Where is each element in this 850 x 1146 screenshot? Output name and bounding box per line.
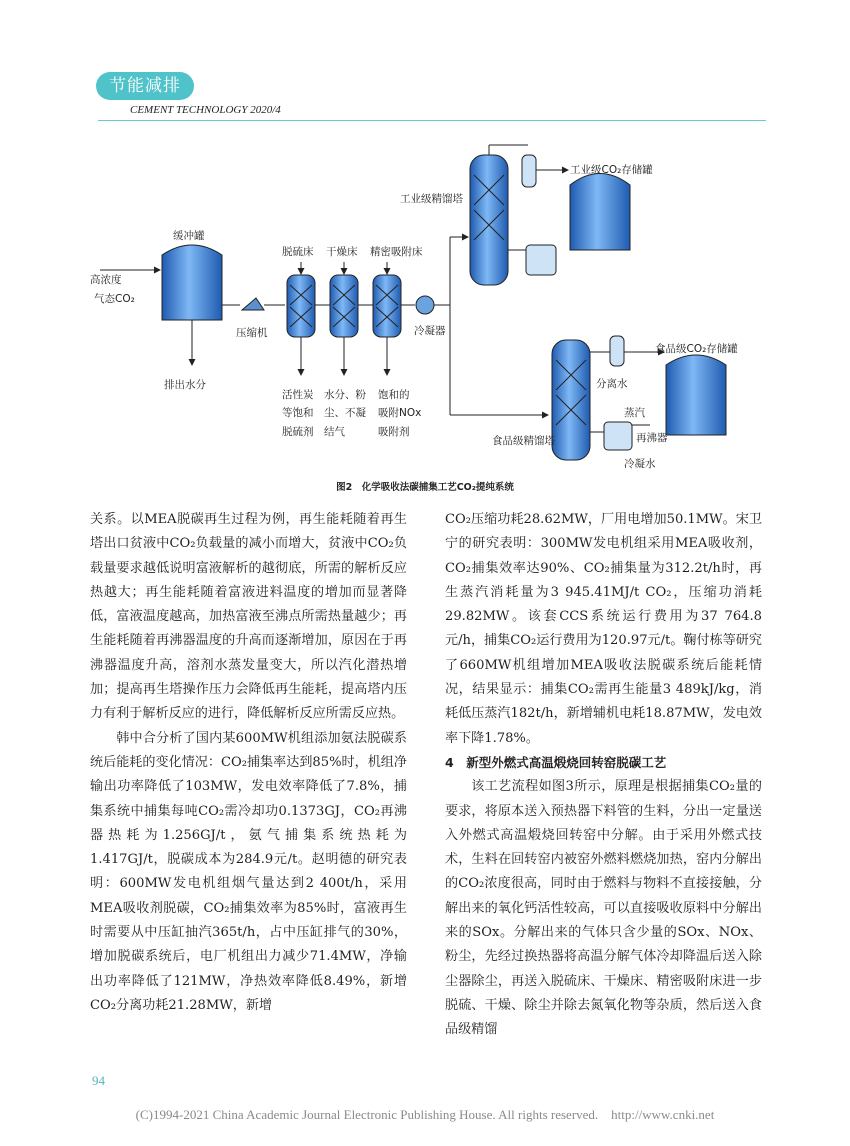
- industrial-column-label: 工业级精馏塔: [400, 193, 463, 205]
- adsorption-label: 精密吸附床: [370, 246, 423, 258]
- industrial-storage-tank: [570, 174, 630, 251]
- figure-caption: 图2 化学吸收法碳捕集工艺CO₂提纯系统: [336, 482, 514, 493]
- buffer-tank-label: 缓冲罐: [173, 230, 205, 242]
- section-heading: 4 新型外燃式高温煅烧回转窑脱碳工艺: [445, 754, 667, 770]
- food-column-label: 食品级精馏塔: [492, 435, 555, 447]
- inlet-label-1: 高浓度: [90, 274, 122, 286]
- process-flow-diagram: [90, 140, 770, 470]
- drying-bed: [330, 275, 358, 337]
- buffer-tank: [162, 245, 222, 320]
- food-reboiler: [604, 422, 632, 450]
- output1-line3: 脱硫剂: [282, 426, 314, 438]
- paragraph: 韩中合分析了国内某600MW机组添加氨法脱碳系统后能耗的变化情况：CO₂捕集率达到85%时，机组净输出功率降低了103MW，发电效率降低了7.8%，捕集系统中捕集每吨CO₂需冷却功0.1373GJ，CO₂再沸器热耗为1.256GJ/t，氨气捕集系统热耗为1.417GJ/t，脱碳成本为284.9元/t。赵明德的研究表明：600MW发电机组烟气量达到2 400t/h，采用MEA吸收剂脱碳，CO₂捕集效率为85%时，富液再生时需要从中压缸抽汽365t/h，占中压缸排气的30%，增加脱碳系统后，电厂机组出力减少71.4MW，净输出功率降低了121MW，净热效率降低8.49%，新增CO₂分离功耗21.28MW，新增: [90, 730, 407, 1013]
- food-column: [552, 340, 590, 460]
- desulfurization-label: 脱硫床: [282, 246, 314, 258]
- condenser: [416, 296, 434, 314]
- paragraph: 该工艺流程如图3所示，原理是根据捕集CO₂量的要求，将原本送入预热器下料管的生料，分出一定量送入外燃式高温煅烧回转窑中分解。由于采用外燃式技术，生料在回转窑内被窑外燃料燃烧加热，窑内分解出的CO₂浓度很高，同时由于燃料与物料不直接接触，分解出来的氧化钙活性较高，可以直接吸收原料中分解出来的SOx。分解出来的气体只含少量的SOx、NOx、粉尘，先经过换热器将高温分解气体冷却降温后送入除尘器除尘，再送入脱硫床、干燥床、精密吸附床进一步脱硫、干燥、除尘并除去氮氧化物等杂质，然后送入食品级精馏: [445, 779, 762, 1038]
- industrial-storage-label: 工业级CO₂存储罐: [570, 164, 653, 176]
- output3-line2: 吸附NOx: [378, 407, 422, 419]
- food-storage-tank: [666, 355, 726, 435]
- food-storage-label: 食品级CO₂存储罐: [655, 343, 738, 355]
- output3-line3: 吸附剂: [378, 426, 410, 438]
- output2-line2: 尘、不凝: [324, 407, 366, 419]
- industrial-reboiler: [526, 245, 556, 275]
- section-badge: 节能减排: [96, 72, 194, 100]
- output3-line1: 饱和的: [378, 389, 410, 401]
- reboiler-label: 再沸器: [636, 432, 668, 444]
- steam-label: 蒸汽: [624, 407, 645, 419]
- copyright-footer: (C)1994-2021 China Academic Journal Electronic Publishing House. All rights reserved. http://www.cnki.net: [135, 1107, 715, 1122]
- fine-adsorption-bed: [373, 275, 401, 337]
- industrial-reflux-exchanger: [522, 155, 536, 187]
- drain-label: 排出水分: [164, 379, 206, 391]
- desulfurization-bed: [287, 275, 315, 337]
- condensate-label: 冷凝水: [624, 458, 656, 470]
- drying-label: 干燥床: [326, 246, 358, 258]
- separation-water-label: 分离水: [596, 378, 628, 390]
- industrial-column: [470, 155, 508, 285]
- condenser-label: 冷凝器: [414, 325, 446, 337]
- journal-title: CEMENT TECHNOLOGY 2020/4: [130, 104, 281, 116]
- header-divider: [98, 120, 766, 121]
- page-number: 94: [92, 1073, 105, 1088]
- compressor-label: 压缩机: [236, 327, 268, 339]
- output2-line1: 水分、粉: [324, 389, 366, 401]
- compressor: [242, 298, 264, 310]
- food-reflux-exchanger: [610, 336, 624, 366]
- output1-line1: 活性炭: [282, 389, 314, 401]
- output1-line2: 等饱和: [282, 407, 314, 419]
- output2-line3: 结气: [324, 426, 345, 438]
- text-column-left: [90, 508, 407, 1018]
- text-column-right: [445, 508, 762, 1043]
- inlet-label-2: 气态CO₂: [94, 293, 135, 305]
- paragraph: CO₂压缩功耗28.62MW，厂用电增加50.1MW。宋卫宁的研究表明：300MW发电机组采用MEA吸收剂，CO₂捕集效率达90%、CO₂捕集量为312.2t/h时，再生蒸汽消耗量为3 945.41MJ/t CO₂，压缩功消耗29.82MW。该套CCS系统运行费用为37 764.8元/h，捕集CO₂运行费用为120.97元/t。鞠付栋等研究了660MW机组增加MEA吸收法脱碳系统后能耗情况，结果显示：捕集CO₂需再生能量3 489kJ/kg，消耗低压蒸汽182t/h，新增辅机电耗18.87MW，发电效率下降1.78%。: [445, 512, 762, 746]
- paragraph: 关系。以MEA脱碳再生过程为例，再生能耗随着再生塔出口贫液中CO₂负载量的减小而增大，贫液中CO₂负载量要求越低说明富液解析的越彻底，所需的解析反应热越大；再生能耗随着富液进料温度的增加而显著降低，富液温度越高，加热富液至沸点所需热量越少；再生能耗随着再沸器温度的升高而逐渐增加，原因在于再沸器温度升高，溶剂水蒸发量变大，所以汽化潜热增加；提高再生塔操作压力会降低再生能耗，提高塔内压力有利于解析反应的进行，降低解析反应所需反应热。: [90, 512, 407, 722]
